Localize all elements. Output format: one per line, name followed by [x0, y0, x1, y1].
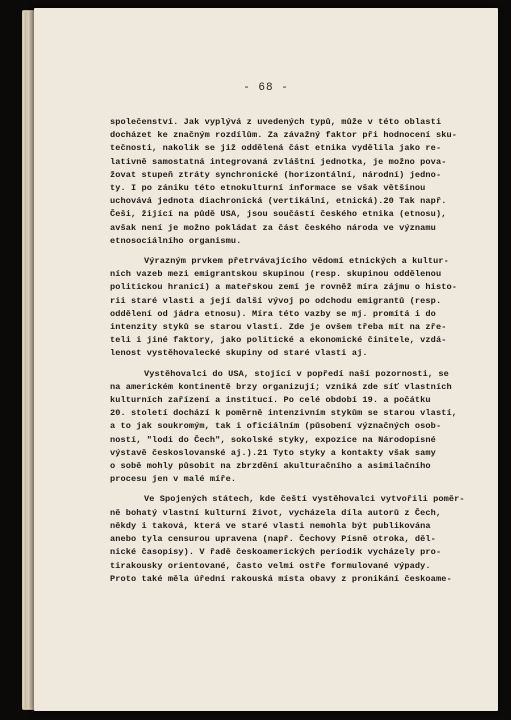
text-line: Výrazným prvkem přetrvávajícího vědomí etnických a kultur-: [144, 256, 449, 267]
paragraph: [110, 255, 494, 361]
text-line: Vystěhovalci do USA, stojící v popředí naší pozornosti, se: [144, 368, 449, 379]
text-line: lenost vystěhovalecké skupiny od staré vlasti aj.: [110, 348, 368, 359]
text-line: anebo tyla censurou upravena (např. Čechovy Písně otroka, děl-: [110, 534, 436, 545]
text-line: ností, "lodi do Čech", sokolské styky, expozice na Národopisné: [110, 434, 436, 445]
text-line: žovat stupeň ztráty synchronické (horizontální, národní) jedno-: [110, 169, 442, 180]
text-line: o sobě mohly působit na zbrzdění akulturačního a asimilačního: [110, 461, 431, 472]
page-text-body: [110, 116, 494, 593]
text-line: a to jak soukromým, tak i oficiálním (působení význačných osob-: [110, 421, 442, 432]
paragraph: [110, 116, 494, 248]
page-number: - 68 -: [243, 82, 289, 94]
text-line: avšak není je možno pokládat za část českého národa ve významu: [110, 222, 436, 233]
paragraph: [110, 368, 494, 487]
text-line: 20. století dochází k poměrně intenzivním stykům se starou vlastí,: [110, 408, 457, 419]
text-line: etnosociálního organismu.: [110, 235, 242, 246]
text-line: politickou hranicí) a mateřskou zemí je rovněž míra zájmu o histo-: [110, 282, 457, 293]
text-line: uchovává jednota diachronická (vertikální, etnická).20 Tak např.: [110, 196, 447, 207]
text-line: lativně samostatná integrovaná zvláštní jednotka, je možno pova-: [110, 156, 447, 167]
text-line: výstavě českoslovanské aj.).21 Tyto styky a kontakty však samy: [110, 447, 436, 458]
text-line: někdy i taková, která ve staré vlasti nemohla být publikována: [110, 520, 431, 531]
text-line: ně bohatý vlastní kulturní život, vycházela díla autorů z Čech,: [110, 507, 442, 518]
text-line: ních vazeb mezi emigrantskou skupinou (resp. skupinou oddělenou: [110, 269, 442, 280]
text-line: teli i jiné faktory, jako politické a ekonomické činitele, vzdá-: [110, 335, 447, 346]
text-line: společenství. Jak vyplývá z uvedených typů, může v této oblasti: [110, 117, 442, 127]
text-line: Proto také měla úřední rakouská místa obavy z pronikání českoame-: [110, 573, 452, 584]
text-line: na americkém kontinentě brzy organizují; vzniká zde síť vlastních: [110, 381, 452, 392]
text-line: rii staré vlasti a její další vývoj po odchodu emigrantů (resp.: [110, 295, 442, 306]
text-line: tirakousky orientované, často velmi ostře formulované výpady.: [110, 560, 431, 571]
text-line: procesu jen v malé míře.: [110, 474, 237, 485]
text-line: nické časopisy). V řadě českoamerických periodik vycházely pro-: [110, 547, 442, 558]
text-line: docházet ke značným rozdílům. Za závažný faktor při hodnocení sku-: [110, 130, 457, 141]
text-line: intenzity styků se starou vlastí. Zde je ovšem třeba mít na zře-: [110, 322, 447, 333]
text-line: Češi, žijící na půdě USA, jsou součástí českého etnika (etnosu),: [110, 209, 447, 220]
text-line: Ve Spojených státech, kde čeští vystěhovalci vytvořili poměr-: [144, 494, 465, 505]
text-line: ty. I po zániku této etnokulturní informace se však většinou: [110, 183, 426, 194]
text-line: oddělení od jádra etnosu). Míra této vazby se mj. promítá i do: [110, 308, 436, 319]
text-line: tečnosti, nakolik se již oddělená část etnika vydělila jako re-: [110, 143, 442, 154]
text-line: kulturních zařízení a institucí. Po celé období 19. a počátku: [110, 395, 431, 406]
paragraph: [110, 493, 494, 585]
